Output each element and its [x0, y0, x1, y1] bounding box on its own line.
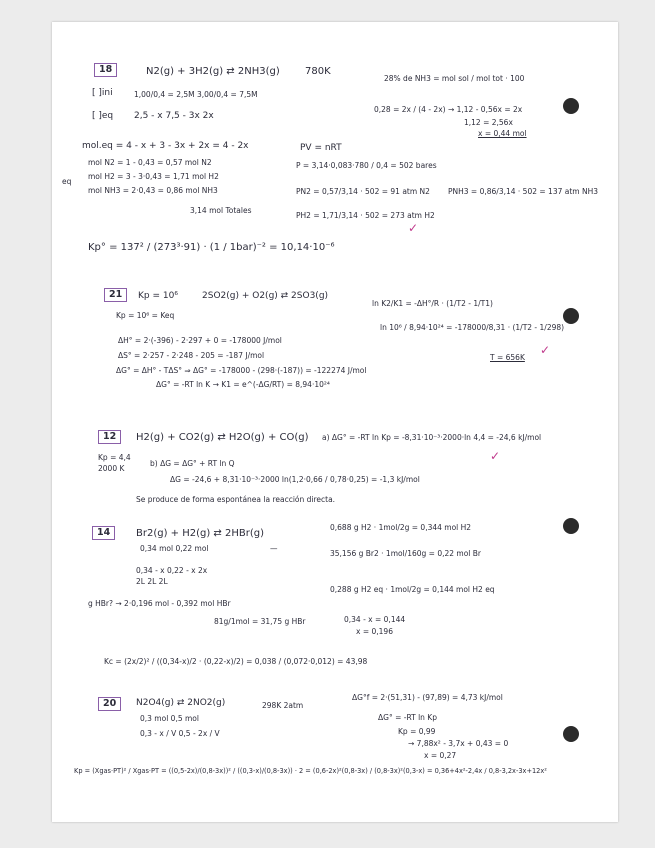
problem-number-12: 12: [98, 430, 121, 444]
reaction-14: Br2(g) + H2(g) ⇄ 2HBr(g): [136, 528, 264, 539]
total-pressure: P = 3,14·0,083·780 / 0,4 = 502 bares: [296, 161, 437, 170]
solve-result: x = 0,44 mol: [478, 129, 527, 138]
binder-hole: [563, 726, 579, 742]
initial-moles-14: 0,34 mol 0,22 mol: [140, 544, 209, 553]
checkmark: ✓: [540, 343, 551, 357]
binder-hole: [563, 308, 579, 324]
kp-expression-20: Kp = (Xgas·PT)² / Xgas·PT = ((0,5-2x)/(0,8-3x))² / ((0,3-x)/(0,8-3x)) · 2 = (0,6-2x)²(0,8-3x) / (0,8-3x)²(0,3-x) = 0,36+4x²-2,4x / 0,8-3,2x-3x+12x²: [74, 767, 547, 775]
conclusion-12: Se produce de forma espontánea la reacción directa.: [136, 495, 336, 504]
equilibrium-values: 2,5 - x 7,5 - 3x 2x: [134, 111, 214, 121]
moles-equilibrium: mol.eq = 4 - x + 3 - 3x + 2x = 4 - 2x: [82, 141, 249, 151]
initial-label: [ ]ini: [92, 88, 113, 98]
kp-value-20: Kp = 0,99: [398, 727, 436, 736]
h2-moles: 0,688 g H2 · 1mol/2g = 0,344 mol H2: [330, 523, 472, 532]
part-b-calc: ΔG = -24,6 + 8,31·10⁻³·2000 ln(1,2·0,66 / 0,78·0,25) = -1,3 kJ/mol: [170, 475, 420, 484]
mol-n2: mol N2 = 1 - 0,43 = 0,57 mol N2: [88, 158, 212, 167]
problem-number-14: 14: [92, 526, 115, 540]
part-b-12: b) ΔG = ΔG° + RT ln Q: [150, 459, 235, 468]
quadratic: → 7,88x² - 3,7x + 0,43 = 0: [408, 739, 509, 748]
h2-eq-moles: 0,288 g H2 eq · 1mol/2g = 0,144 mol H2 eq: [330, 585, 495, 594]
binder-hole: [563, 98, 579, 114]
kp-keq: Kp = 10⁶ = Keq: [116, 311, 175, 320]
pressure-nh3: PNH3 = 0,86/3,14 · 502 = 137 atm NH3: [448, 187, 598, 196]
temp-data-12: 2000 K: [98, 464, 125, 473]
part-a-12: a) ΔG° = -RT ln Kp = -8,31·10⁻³·2000·ln 4,4 = -24,6 kJ/mol: [322, 433, 542, 442]
vant-hoff-eq: ln K2/K1 = -ΔH°/R · (1/T2 - 1/T1): [372, 299, 493, 308]
eq-numerators-14: 0,34 - x 0,22 - x 2x: [136, 566, 208, 575]
enthalpy-change: ΔH° = 2·(-396) - 2·297 + 0 = -178000 J/mol: [118, 336, 282, 345]
ideal-gas-law: PV = nRT: [300, 143, 342, 153]
eq-side-label: eq: [62, 177, 72, 186]
br2-moles: 35,156 g Br2 · 1mol/160g = 0,22 mol Br: [330, 549, 482, 558]
reaction-20: N2O4(g) ⇄ 2NO2(g): [136, 698, 226, 708]
hbr-grams: 81g/1mol = 31,75 g HBr: [214, 617, 306, 626]
total-moles: 3,14 mol Totales: [190, 206, 252, 215]
solve-step-2: 1,12 = 2,56x: [464, 118, 513, 127]
checkmark: ✓: [408, 221, 419, 235]
solve-step-1: 0,28 = 2x / (4 - 2x) → 1,12 - 0,56x = 2x: [374, 105, 523, 114]
conditions-20: 298K 2atm: [262, 701, 304, 710]
entropy-change: ΔS° = 2·257 - 2·248 - 205 = -187 J/mol: [118, 351, 265, 360]
x-result-20: x = 0,27: [424, 751, 457, 760]
kp-given-21: Kp = 10⁶: [138, 291, 178, 301]
mol-h2: mol H2 = 3 - 3·0,43 = 1,71 mol H2: [88, 172, 219, 181]
kp-data-12: Kp = 4,4: [98, 453, 131, 462]
initial-values: 1,00/0,4 = 2,5M 3,00/0,4 = 7,5M: [134, 90, 258, 99]
eq-denominators-14: 2L 2L 2L: [136, 577, 168, 586]
reaction-21: 2SO2(g) + O2(g) ⇄ 2SO3(g): [202, 291, 329, 301]
vant-hoff-sub: ln 10⁶ / 8,94·10²⁴ = -178000/8,31 · (1/T2 - 1/298): [380, 323, 565, 332]
dash-14: —: [270, 544, 278, 553]
binder-hole: [563, 518, 579, 534]
equilibrium-label: [ ]eq: [92, 111, 114, 121]
k1-calc: ΔG° = -RT ln K → K1 = e^(-ΔG/RT) = 8,94·10²⁴: [156, 380, 330, 389]
kc-result-14: Kc = (2x/2)² / ((0,34-x)/2 · (0,22-x)/2) = 0,038 / (0,072·0,012) = 43,98: [104, 657, 368, 666]
checkmark: ✓: [490, 449, 501, 463]
problem-number-18: 18: [94, 63, 117, 77]
gibbs-relation: ΔG° = -RT ln Kp: [378, 713, 437, 722]
gibbs-formation: ΔG°f = 2·(51,31) - (97,89) = 4,73 kJ/mol: [352, 693, 503, 702]
problem-number-21: 21: [104, 288, 127, 302]
reaction-12: H2(g) + CO2(g) ⇄ H2O(g) + CO(g): [136, 432, 309, 443]
kp-result-18: Kp° = 137² / (273³·91) · (1 / 1bar)⁻² = 10,14·10⁻⁶: [88, 242, 335, 253]
initial-moles-20: 0,3 mol 0,5 mol: [140, 714, 199, 723]
temperature-result: T = 656K: [490, 353, 525, 362]
percent-formula: 28% de NH3 = mol sol / mol tot · 100: [384, 74, 525, 83]
pressure-n2: PN2 = 0,57/3,14 · 502 = 91 atm N2: [296, 187, 430, 196]
gibbs-calc: ΔG° = ΔH° - TΔS° ⇒ ΔG° = -178000 - (298·(-187)) = -122274 J/mol: [116, 366, 367, 375]
eq-moles-20: 0,3 - x / V 0,5 - 2x / V: [140, 729, 220, 738]
mol-nh3: mol NH3 = 2·0,43 = 0,86 mol NH3: [88, 186, 218, 195]
x-equation: 0,34 - x = 0,144: [344, 615, 406, 624]
temperature-18: 780K: [305, 66, 331, 77]
pressure-h2: PH2 = 1,71/3,14 · 502 = 273 atm H2: [296, 211, 435, 220]
reaction-18: N2(g) + 3H2(g) ⇄ 2NH3(g): [146, 66, 280, 77]
problem-number-20: 20: [98, 697, 121, 711]
x-result: x = 0,196: [356, 627, 393, 636]
hbr-question: g HBr? → 2·0,196 mol - 0,392 mol HBr: [88, 599, 231, 608]
